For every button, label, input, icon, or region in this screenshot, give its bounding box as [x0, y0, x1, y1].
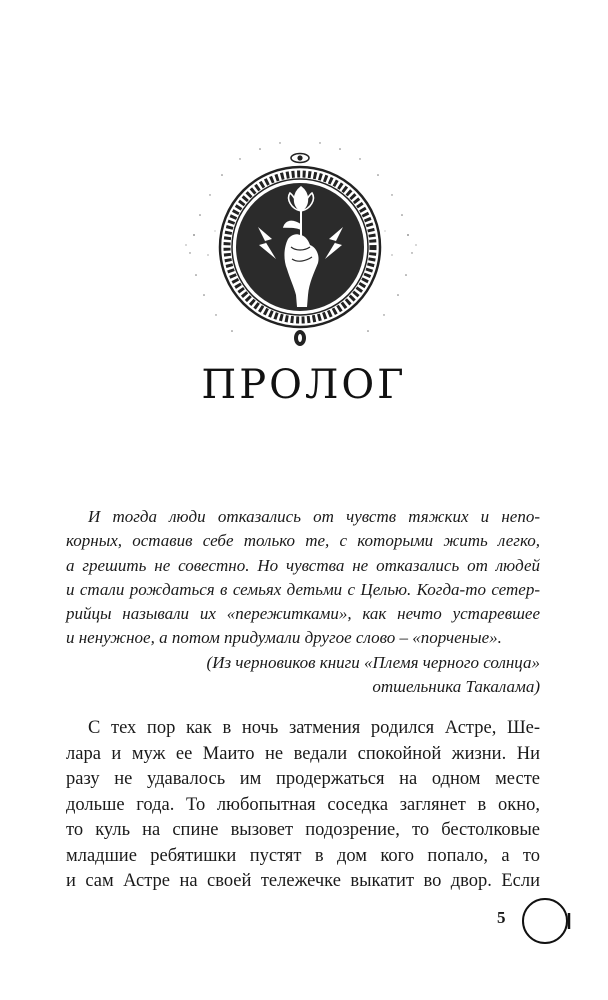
- eye-icon: [291, 154, 309, 163]
- epigraph-line: корных, оставив себе только те, с которыми жить легко,: [66, 531, 540, 551]
- epigraph-line: а грешить не совестно. Но чувства не отказались от людей: [66, 555, 540, 575]
- emblem-illustration: [180, 135, 420, 360]
- body-paragraph: [66, 716, 540, 895]
- body-line: и сам Астре на своей тележечке выкатит во двор. Если: [66, 871, 540, 891]
- body-line: младшие ребятишки пустят в дом кого попало, а то: [66, 845, 540, 866]
- epigraph-line: рийцы называли их «пережитками», как нечто устаревшее: [66, 604, 540, 624]
- page-circle-ornament: [518, 896, 574, 946]
- body-line: дольше года. То любопытная соседка заглянет в окно,: [66, 794, 540, 815]
- page-number: 5: [497, 908, 506, 927]
- epigraph-line: и ненужное, а потом придумали другое слово – «порченые».: [66, 628, 502, 648]
- drop-icon: [294, 330, 306, 346]
- epigraph-line: и стали рождаться в семьях детьми с Целью. Когда-то сетер-: [66, 579, 540, 599]
- epigraph-line: И тогда люди отказались от чувств тяжких и непо-: [88, 507, 540, 526]
- epigraph: [66, 505, 540, 699]
- body-line: С тех пор как в ночь затмения родился Астре, Ше-: [88, 718, 540, 738]
- epigraph-source: (Из черновиков книги «Племя черного солнца»: [206, 652, 540, 672]
- body-line: то куль на спине вызовет подозрение, то бестолковые: [66, 820, 540, 840]
- body-line: разу не удавалось им продержаться на одном месте: [66, 769, 540, 789]
- epigraph-source: отшельника Такалама): [372, 677, 540, 697]
- chapter-title: ПРОЛОГ: [201, 362, 407, 408]
- body-line: лара и муж ее Маито не ведали спокойной жизни. Ни: [66, 743, 540, 764]
